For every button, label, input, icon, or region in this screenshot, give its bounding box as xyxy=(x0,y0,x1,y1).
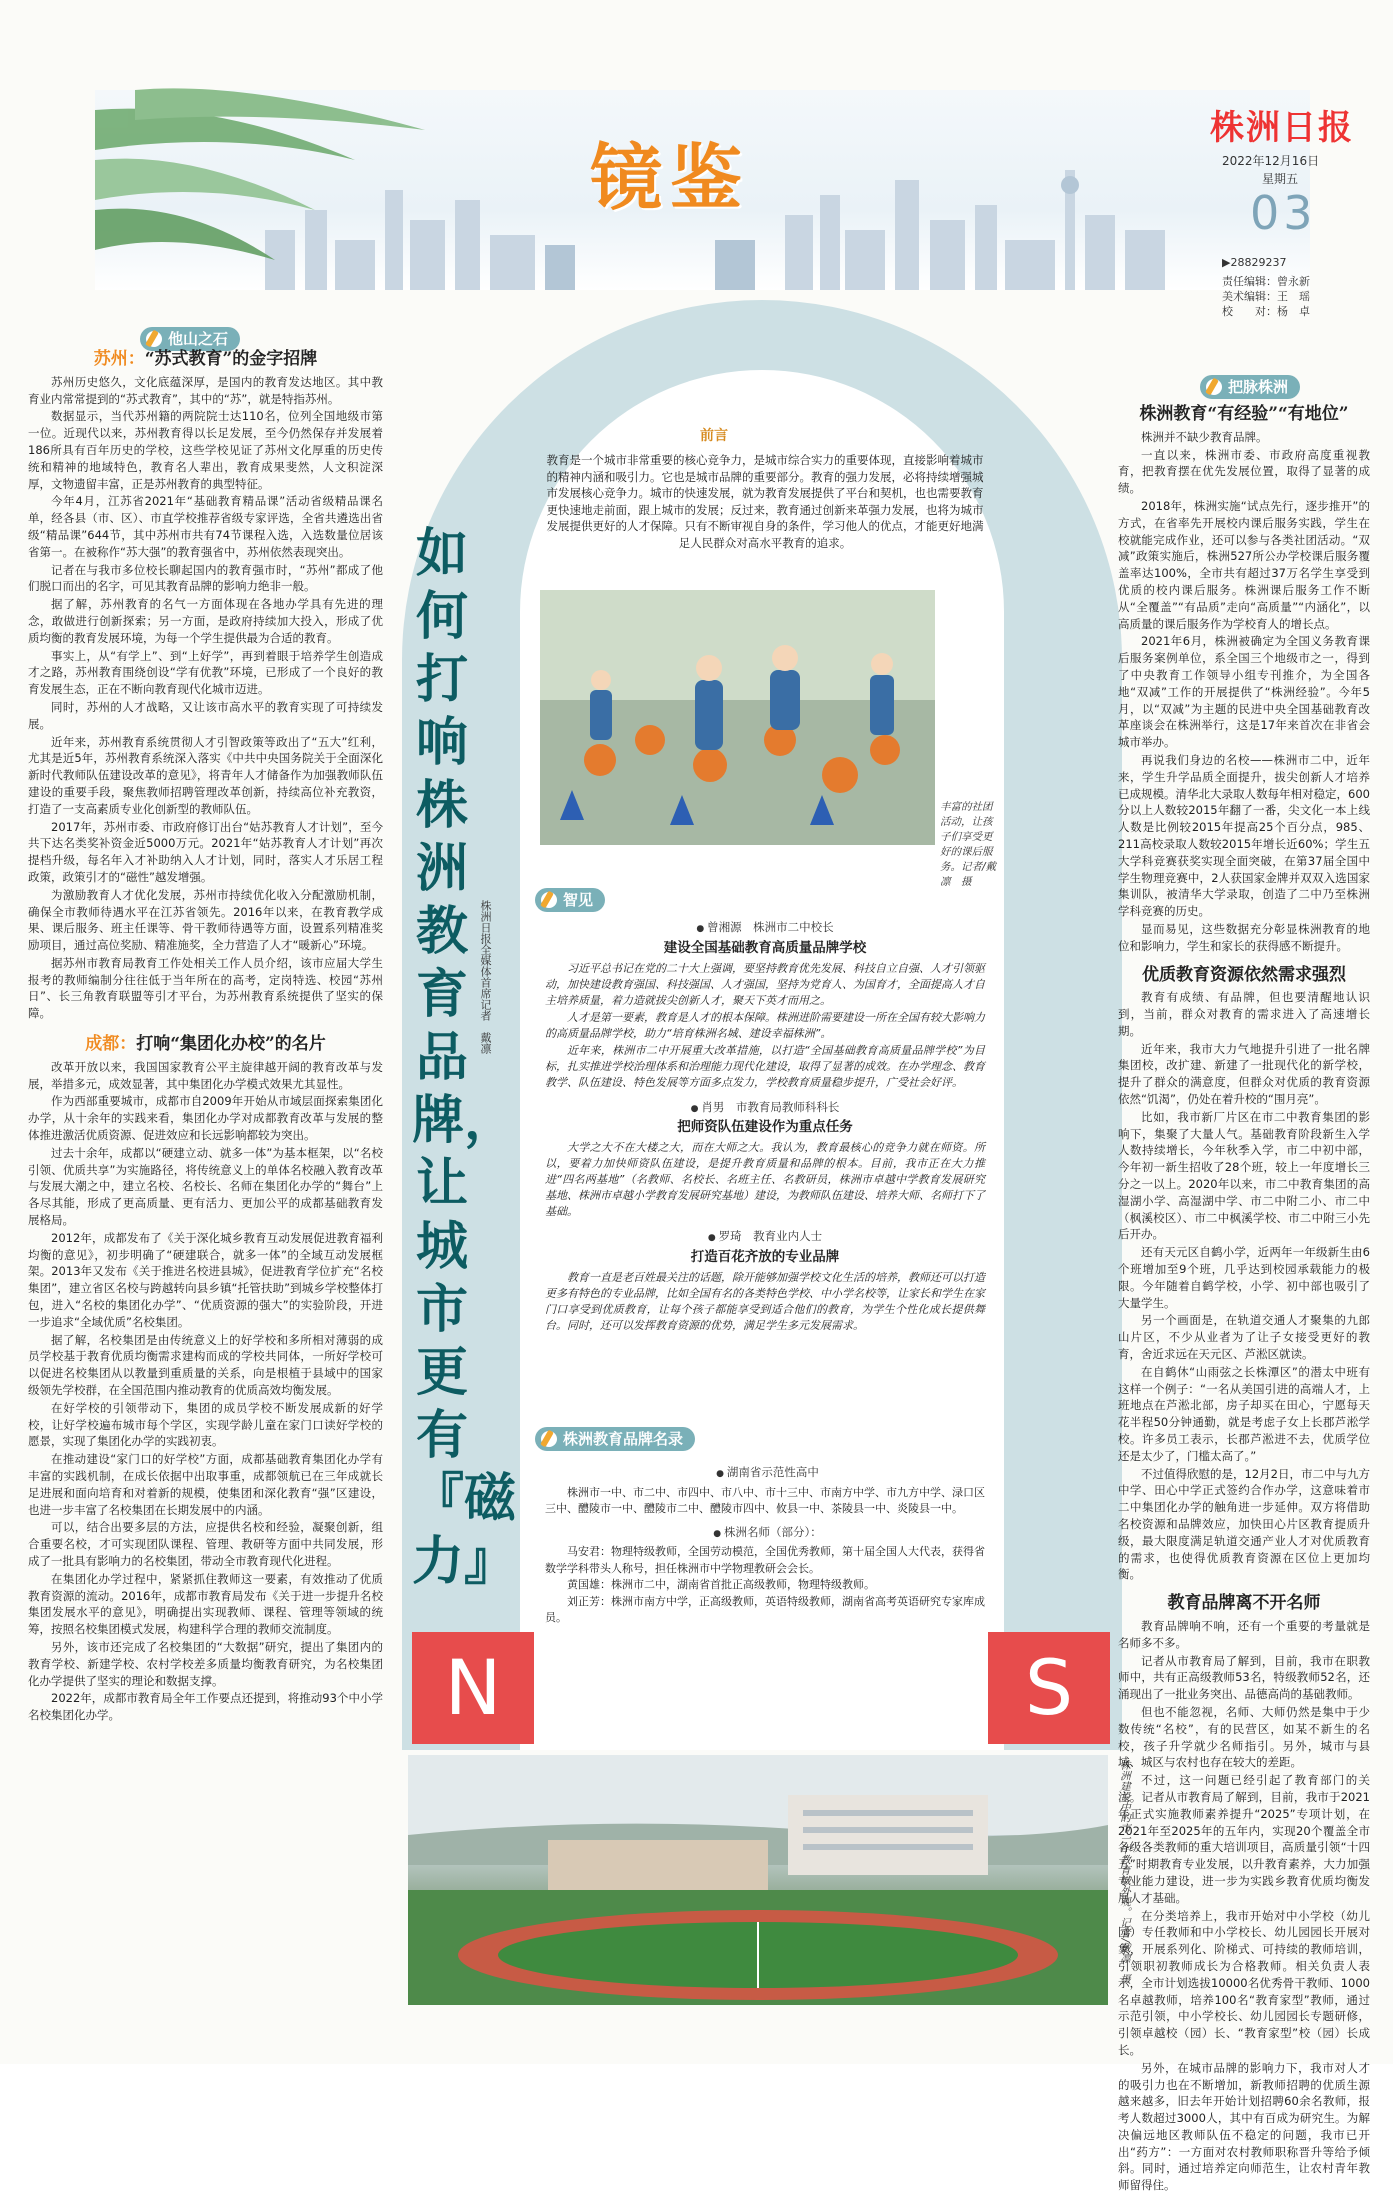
schools-list: 株洲市一中、市二中、市四中、市八中、市十三中、市南方中学、市九方中学、渌口区三中、醴陵市一中、醴陵市二中、醴陵市四中、攸县一中、茶陵县一中、炎陵县一中。 xyxy=(545,1485,985,1515)
zhijian-speaker: ● 罗琦 教育业内人士 xyxy=(545,1228,985,1247)
paragraph: 不过，这一问题已经引起了教育部门的关注。记者从市教育局了解到，目前，我市于2021年正式实施教师素养提升“2025”专项计划，在2021年至2025年的五年内，实现20个覆盖全市各级各类教师的重大培训项目，高质量引领“十四五”时期教育专业发展，以升教育素养，大力加强专业能力建设，进一步为实践乡教育优质均衡发展人才基础。 xyxy=(1118,1773,1370,1905)
zhijian-paragraph: 大学之大不在大楼之大，而在大师之大。我认为，教育最核心的竞争力就在师资。所以，要着力加快师资队伍建设，是提升教育质量和品牌的根本。目前，我市正在大力推进“四名两基地”（名教师、名校长、名班主任、名教研员，株洲市卓越中学教育发展研究基地、株洲市卓越小学教育发展研究基地）建设，为教师队伍建设、培养大师、名师打下了基础。 xyxy=(545,1141,985,1219)
section-title: 镜鉴 xyxy=(590,135,751,220)
paragraph: 事实上，从“有学上”、到“上好学”，再到着眼于培养学生创造成才之路，苏州教育围绕创设“学有优教”环境，已形成了一个良好的教育发展生态，正在不断向教育现代化城市迈进。 xyxy=(28,648,383,697)
paragraph: 不过值得欣慰的是，12月2日，市二中与九方中学、田心中学正式签约合作办学，这意味着市二中集团化办学的触角进一步延伸。双方将借助名校资源和品牌效应，加快田心片区教育提质升级，最大限度满足轨道交通产业人才对优质教育的需求，也使得优质教育资源在区位上更加均衡。 xyxy=(1118,1466,1370,1582)
paragraph: 今年4月，江苏省2021年“基础教育精品课”活动省级精品课名单，经各县（市、区）、市直学校推荐省级专家评选，全省共遴选出省级“精品课”644节，其中苏州市共有74节课程入选，入选数量位居该省第一。在被称作“苏大强”的教育强省中，苏州依然表现突出。 xyxy=(28,494,383,559)
section-tag-left: 他山之石 xyxy=(140,327,240,351)
paragraph: 苏州历史悠久，文化底蕴深厚，是国内的教育发达地区。其中教育业内常常提到的“苏式教育”，其中的“苏”，就是特指苏州。 xyxy=(28,374,383,406)
paragraph: 在集团化办学过程中，紧紧抓住教师这一要素，有效推动了优质教育资源的流动。2016年，成都市教育局发布《关于进一步提升名校集团发展水平的意见》，明确提出实现教师、课程、管理等领域的统筹，按照名校集团模式发展，构建科学合理的教师交流制度。 xyxy=(28,1571,383,1637)
zhijian-title: 建设全国基础教育高质量品牌学校 xyxy=(663,939,867,956)
section-tag-brand: 株洲教育品牌名录 xyxy=(535,1427,695,1451)
editor-credits xyxy=(1222,274,1310,319)
paragraph: 在分类培养上，我市开始对中小学校（幼儿园）专任教师和中小学校长、幼儿园园长开展对象，开展系列化、阶梯式、可持续的教师培训，引领职初教师成长为合格教师。相关负责人表示，全市计划选拔10000名优秀骨干教师、1000名卓越教师，培养100名“教育家型”教师，通过示范引领，中小学校长、幼儿园园长专题研修，引领卓越校（园）长、“教育家型”校（园）长成长。 xyxy=(1118,1908,1370,2057)
byline: 株洲日报全媒体首席记者 戴凛 xyxy=(479,900,492,1054)
article-title-zhuzhou-1: 株洲教育“有经验”“有地位” xyxy=(1139,404,1349,424)
paragraph: 为激励教育人才优化发展，苏州市持续优化收入分配激励机制，确保全市教师待遇水平在江苏省领先。2016年以来，在教育教学成果、课后服务、班主任课等、骨干教师待遇等方面，设置系列精准奖励项目，通过高位奖励、精准施奖，全力营造了人才“暖新心”环境。 xyxy=(28,887,383,953)
article-title-zhuzhou-3: 教育品牌离不开名师 xyxy=(1167,1593,1321,1614)
zhijian-title: 打造百花齐放的专业品牌 xyxy=(690,1248,840,1265)
paragraph: 记者从市教育局了解到，目前，我市在职教师中，共有正高级教师53名，特级教师52名，还涌现出了一批业务突出、品德高尚的基础教师。 xyxy=(1118,1653,1370,1702)
photo-kids-basketball xyxy=(540,590,935,845)
zhijian-section xyxy=(545,915,985,1335)
paragraph: 近年来，我市大力气地提升引进了一批名牌集团校，改扩建、新建了一批现代化的新学校，提升了群众的满意度，但群众对优质的教育资源依然“饥渴”，仍处在着升校的“围月亮”。 xyxy=(1118,1041,1370,1107)
pen-icon xyxy=(540,1430,554,1448)
paragraph: 再说我们身边的名校——株洲市二中，近年来，学生升学品质全面提升，拔尖创新人才培养已成规模。清华北大录取人数每年相对稳定，600分以上人数较2015年翻了一番，尖文化一本上线人数是比例较2015年提高25个百分点，985、211高校录取人数较2015年增长近60%；学生五大学科竞赛获奖实现全面突破，在第37届全国中学生物理竞赛中，2人获国家金牌并双双入选国家集训队，被清华大学录取，创造了二中乃至株洲学科竞赛的历史。 xyxy=(1118,752,1370,919)
palm-leaves-illustration xyxy=(95,90,455,290)
section-tag-zhijian: 智见 xyxy=(535,888,605,912)
paragraph: 作为西部重要城市，成都市自2009年开始从市域层面探索集团化办学，从十余年的实践来看，集团化办学对成都教育改革与发展的整体推进激活优质资源、促进效应和长远影响都较为突出。 xyxy=(28,1094,383,1143)
pen-icon xyxy=(540,891,554,909)
pen-icon xyxy=(1205,378,1219,396)
schools-heading: ● 湖南省示范性高中 xyxy=(545,1464,990,1483)
intro-heading: 前言 xyxy=(700,428,728,444)
article-body-3 xyxy=(1118,1618,1370,2194)
main-headline: 如何打响株洲教育品牌，让城市更有『磁力』 xyxy=(412,523,517,1592)
paragraph: 还有天元区自鹤小学，近两年一年级新生由6个班增加至9个班，几乎达到校园承载能力的极限。今年随着自鹤学校，小学、初中部也吸引了大量学生。 xyxy=(1118,1245,1370,1310)
teachers-heading: ● 株洲名师（部分）： xyxy=(545,1524,990,1543)
teacher-entry: 黄国雄：株洲市二中，湖南省首批正高级教师，物理特级教师。 xyxy=(567,1578,875,1591)
right-column xyxy=(1118,400,1370,2195)
paragraph: 据苏州市教育局教育工作处相关工作人员介绍，该市应届大学生报考的教师编制分往往低于当年所在的高考，定岗特选、校园“苏州日”、长三角教育联盟等引才平台，为苏州教育系统提供了坚实的保障。 xyxy=(28,955,383,1021)
letter-n-box: N xyxy=(412,1632,534,1744)
paragraph: 记者在与我市多位校长聊起国内的教育强市时，“苏州”都成了他们脱口而出的名字，可见其教育品牌的影响力绝非一般。 xyxy=(28,562,383,594)
paragraph: 教育品牌响不响，还有一个重要的考量就是名师多不多。 xyxy=(1118,1618,1370,1650)
paragraph: 过去十余年，成都以“硬建立动、就多一体”为基本框架，以“名校引领、优质共享”为实施路径，将传统意义上的单体名校融入教育改革与发展大潮之中，建立名校、名校长、名师在集团化办学的“舞台”上各尽其能，形成了更高质量、更有活力、更加公平的成都基础教育发展格局。 xyxy=(28,1145,383,1228)
newspaper-logo: 株洲日报 xyxy=(1210,108,1354,148)
zhijian-speaker: ● 肖男 市教育局教师科科长 xyxy=(545,1099,985,1118)
article-title-suzhou: 苏州：“苏式教育”的金字招牌 xyxy=(93,349,318,369)
article-title-zhuzhou-2: 优质教育资源依然需求强烈 xyxy=(1142,964,1346,985)
paragraph: 改革开放以来，我国国家教育公平主旋律越开阔的教育改革与发展，举措多元，成效显著，其中集团化办学模式效果尤其显性。 xyxy=(28,1059,383,1091)
paragraph: 教育有成绩、有品牌，但也要清醒地认识到，当前，群众对教育的需求进入了高速增长期。 xyxy=(1118,990,1370,1038)
paragraph: 一直以来，株洲市委、市政府高度重视教育，把教育摆在优先发展位置，取得了显著的成绩。 xyxy=(1118,447,1370,496)
paragraph: 2022年，成都市教育局全年工作要点还提到，将推动93个中小学名校集团化办学。 xyxy=(28,1691,383,1723)
paragraph: 另外，该市还完成了名校集团的“大数据”研究，提出了集团内的教育学校、新建学校、农村学校差多质量均衡教育研究，为名校集团化办学提供了坚实的理论和数据支撑。 xyxy=(28,1639,383,1688)
issue-weekday: 星期五 xyxy=(1262,172,1299,186)
intro-text: 教育是一个城市非常重要的核心竞争力，是城市综合实力的重要体现，直接影响着城市的精神内涵和吸引力。它也是城市品牌的重要部分。教育的强力发展，必将持续增强城市发展核心竞争力。城市的快速发展，就为教育发展提供了平台和契机，也也需要教育更快速地走前面，跟上城市的发展；反过来，教育通过创新来革强力发展，也将为城市发展提供更好的人才保障。只有不断审视自身的条件，学习他人的优点，才能更好地满足人民群众对高水平教育的追求。 xyxy=(546,453,984,550)
paragraph: 另外，在城市品牌的影响力下，我市对人才的吸引力也在不断增加，新教师招聘的优质生源越来越多，旧去年开始计划招聘60余名教师，报考人数超过3000人，其中有百成为研究生。为解决偏远地区教师队伍不稳定的问题，我市已开出“药方”：一方面对农村教师职称晋升等给予倾斜。同时，通过培养定向师范生，让农村青年教师留得住。 xyxy=(1118,2060,1370,2193)
paragraph: 显而易见，这些数据充分彰显株洲教育的地位和影响力，学生和家长的获得感不断提升。 xyxy=(1118,921,1370,953)
paragraph: 比如，我市新厂片区在市二中教育集团的影响下，集聚了大量人气。基础教育阶段新生入学人数持续增长，今年秋季入学，市二中初中部，今年初一新生招收了28个班，较上一年度增长三分之一以上。2020年以来，市二中教育集团的高湿湖小学、高湿湖中学、市二中附二小、市二中（枫溪校区）、市二中枫溪学校、市二中附三小先后开办。 xyxy=(1118,1109,1370,1242)
editor-line: 校 对：杨 卓 xyxy=(1222,305,1310,318)
article-body-2 xyxy=(1118,989,1370,1583)
article-title-chengdu: 成都：打响“集团化办校”的名片 xyxy=(85,1034,326,1055)
article-body-chengdu xyxy=(28,1059,383,1724)
phone-number: ▶28829237 xyxy=(1222,256,1287,269)
issue-date: 2022年12月16日 xyxy=(1222,154,1320,168)
letter-s-box: S xyxy=(988,1632,1110,1744)
paragraph: 2018年，株洲实施“试点先行，逐步推开”的方式，在省率先开展校内课后服务实践，学生在校就能完成作业，还可以参与各类社团活动。“双减”政策实施后，株洲527所公办学校课后服务覆盖率达100%，全市共有超过37万名学生享受到优质的校内课后服务。株洲课后服务工作不断从“全覆盖”“有品质”走向“高质量”“内涵化”，以高质量的课后服务作为学校育人的增长点。 xyxy=(1118,498,1370,631)
paragraph: 同时，苏州的人才战略，又让该市高水平的教育实现了可持续发展。 xyxy=(28,699,383,731)
zhijian-title: 把师资队伍建设作为重点任务 xyxy=(677,1119,853,1136)
teacher-entry: 马安君：物理特级教师，全国劳动模范，全国优秀教师，第十届全国人大代表，获得省数学学科带头人称号，担任株洲市中学物理教研会会长。 xyxy=(545,1545,985,1575)
section-tag-right: 把脉株洲 xyxy=(1200,375,1300,399)
photo-school-campus xyxy=(408,1755,1108,2005)
paragraph: 2021年6月，株洲被确定为全国义务教育课后服务案例单位，系全国三个地级市之一，得到了中央教育工作领导小组专刊推介，为全国各地“双减”工作的开展提供了“株洲经验”。今年5月，以“双减”为主题的民进中央全国基础教育改革座谈会在株洲举行，这是17年来首次在非省会城市举办。 xyxy=(1118,634,1370,750)
paragraph: 株洲并不缺少教育品牌。 xyxy=(1141,429,1268,444)
photo-caption-kids: 丰富的社团活动，让孩子们享受更好的课后服务。记者/戴凛 摄 xyxy=(940,801,997,888)
paragraph: 但也不能忽视，名师、大师仍然是集中于少数传统“名校”，有的民营区，如某不新生的名校，孩子升学就少名师指引。另外，城市与县域、城区与农村也存在较大的差距。 xyxy=(1118,1704,1370,1770)
editor-line: 责任编辑：曾永新 xyxy=(1222,275,1310,288)
paragraph: 2017年，苏州市委、市政府修订出台“姑苏教育人才计划”，至今共下达名类奖补资金近5000万元。2021年“姑苏教育人才计划”再次提档升级，每名年入才补助纳入人才计划，同时，落实人才乐居工程政策，政策引才的“磁性”越发增强。 xyxy=(28,819,383,884)
paragraph: 在推动建设“家门口的好学校”方面，成都基础教育集团化办学有丰富的实践机制，在成长依据中出取事重，成都领航已在三年成就长足进展和面向培育和对着新的规模，使集团和深化教育“强”区建设，也进一步丰富了名校集团在长期发展中的内涵。 xyxy=(28,1452,383,1517)
editor-line: 美术编辑：王 瑶 xyxy=(1222,290,1310,303)
paragraph: 数据显示，当代苏州籍的两院院士达110名，位列全国地级市第一位。近现代以来，苏州教育得以长足发展，至今仍然保存并发展着186所具有百年历史的学校，这些学校见证了苏州文化厚重的历史传统和精神的地域特色，教育名人辈出，教育成果斐然，人文积淀深厚，文物遗留丰富，正是苏州教育的典型特征。 xyxy=(28,409,383,491)
zhijian-speaker: ● 曾湘源 株洲市二中校长 xyxy=(545,919,985,938)
article-body-suzhou xyxy=(28,374,383,1022)
photo-caption-school: 株洲建设中的市一中教育城外观。记者/戴凛 摄 xyxy=(1119,1760,1131,1985)
paragraph: 可以，结合出要多层的方法，应提供名校和经验，凝聚创新，组合重要名校，才可实现团队课程、管理、教研等方面中共同发展，形成了一批具有影响力的名校集团，带动全市教育现代化进程。 xyxy=(28,1520,383,1568)
zhijian-paragraph: 习近平总书记在党的二十大上强调，要坚持教育优先发展、科技自立自强、人才引领驱动，加快建设教育强国、科技强国、人才强国，坚持为党育人、为国育才，全面提高人才自主培养质量，着力造就拔尖创新人才，聚天下英才而用之。 xyxy=(545,961,985,1007)
paragraph: 在好学校的引领带动下，集团的成员学校不断发展成新的好学校，让好学校遍布城市每个学区，实现学龄儿童在家门口读好学校的愿景，实现了集团化办学的实践初衷。 xyxy=(28,1400,383,1449)
left-column xyxy=(28,345,383,1725)
page-number: 03 xyxy=(1250,186,1317,240)
brand-list xyxy=(545,1460,990,1627)
paragraph: 在自鹤休“山雨弦之长株潭区”的潜太中班有这样一个例子：“一名从美国引进的高端人才，上班地点在芦淞北部，房子却买在田心，宁愿每天花半程50分钟通勤，就是考虑子女上长郡芦淞学校。许多员工表示，长郡芦淞进不去，优质学位还是太少了，门槛太高了。” xyxy=(1118,1364,1370,1463)
paragraph: 据了解，名校集团是由传统意义上的好学校和多所相对薄弱的成员学校基于教育优质均衡需求建构而成的学校共同体，一所好学校可以促进名校集团从以教量到重质量的关系，向是根植于县域中的国家级领先学校群，在全国范围内推动教育的优质高效均衡发展。 xyxy=(28,1332,383,1398)
teacher-entry: 刘正芳：株洲市南方中学，正高级教师，英语特级教师，湖南省高考英语研究专家库成员。 xyxy=(545,1594,985,1624)
zhijian-paragraph: 教育一直是老百姓最关注的话题，除开能够加强学校文化生活的培养，教师还可以打造更多有特色的专业品牌，比如全国有名的各类特色学校、中小学名校等，让家长和学生在家门口享受到优质教育，让每个孩子都能享受到适合他们的教育，为学生个性化成长提供舞台。同时，还可以发挥教育资源的优势，满足学生多元发展需求。 xyxy=(545,1270,985,1332)
paragraph: 另一个画面是，在轨道交通人才聚集的九郎山片区，不少从业者为了让子女接受更好的教育，舍近求远在天元区、芦淞区就读。 xyxy=(1118,1313,1370,1362)
paragraph: 近年来，苏州教育系统贯彻人才引智政策等政出了“五大”红利，尤其是近5年，苏州教育系统深入落实《中共中央国务院关于全面深化新时代教师队伍建设改革的意见》，将青年人才储备作为加强教师队伍建设的重要手段，聚焦教师招聘管理改革创新，持续高位补充教资，打造了一支高素质专业化创新型的教师队伍。 xyxy=(28,734,383,816)
zhijian-paragraph: 人才是第一要素，教育是人才的根本保障。株洲进阶需要建设一所在全国有较大影响力的高质量品牌学校，助力“培育株洲名城、建设幸福株洲”。 xyxy=(545,1010,985,1040)
zhijian-paragraph: 近年来，株洲市二中开展重大改革措施，以打造“全国基础教育高质量品牌学校”为目标，扎实推进学校治理体系和治理能力现代化建设，取得了显著的成效。在办学理念、教育教学、队伍建设、特色发展等方面多点发力，学校教育质量稳步提升，广受社会好评。 xyxy=(545,1043,985,1089)
paragraph: 2012年，成都发布了《关于深化城乡教育互动发展促进教育福利均衡的意见》，初步明确了“硬建联合，就多一体”的全域互动发展框架。2013年又发布《关于推进名校进县城》，促进教育学位扩充“名校集团”，建立省区名校与跨越转向县乡镇“托管扶助”到城乡学校整体打包，进入“名校的集团化办学”、“优质资源的强大”的实验阶段，开进一步追求“全域优质”名校集团。 xyxy=(28,1230,383,1329)
article-body-1 xyxy=(1118,429,1370,955)
paragraph: 据了解，苏州教育的名气一方面体现在各地办学具有先进的理念，敢做进行创新探索；另一方面，是政府持续加大投入，形成了优质均衡的教育发展环境，为每一个学生提供最为合适的教育。 xyxy=(28,597,383,645)
